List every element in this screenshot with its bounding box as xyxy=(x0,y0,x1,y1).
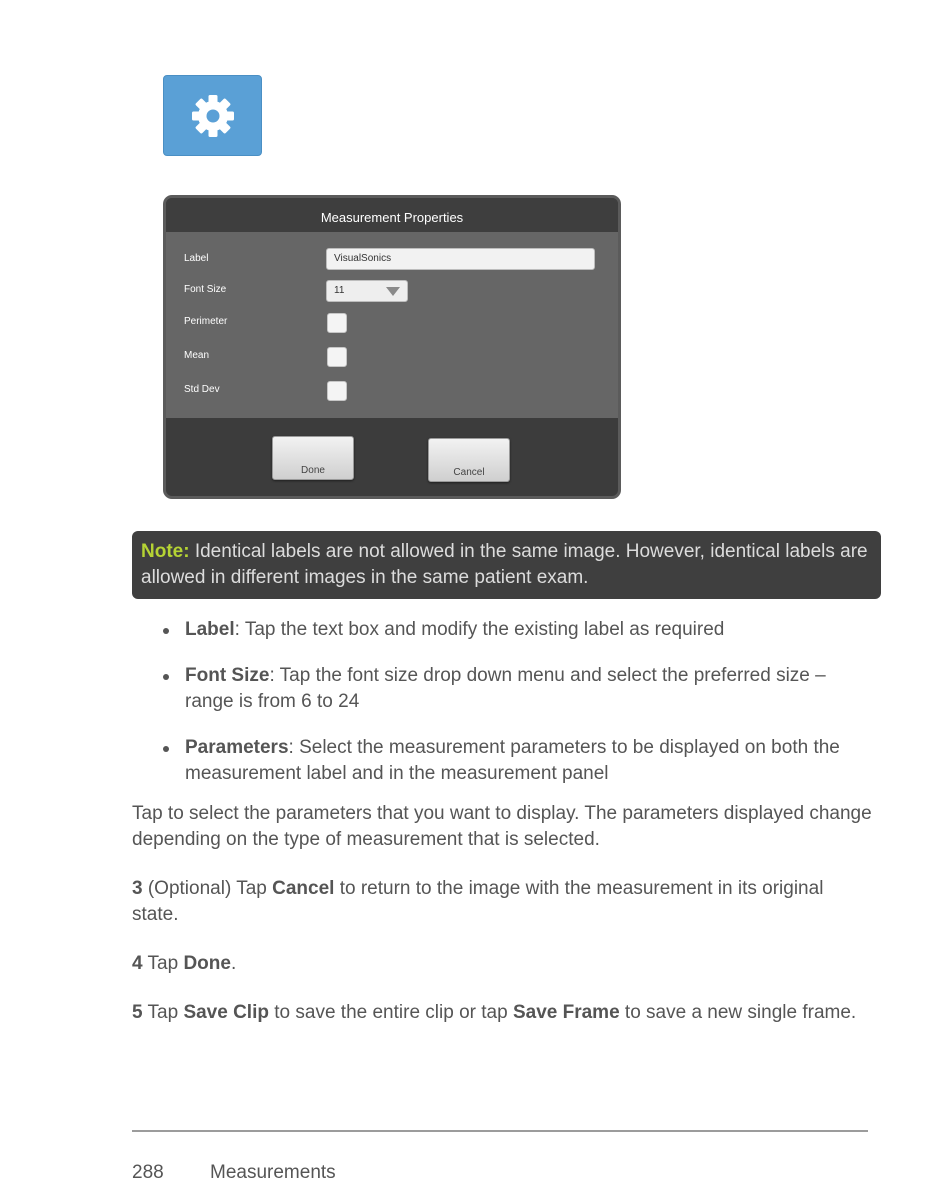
step-5: 5 Tap Save Clip to save the entire clip or tap Save Frame to save a new single frame. xyxy=(132,1002,857,1023)
body-paragraph: Tap to select the parameters that you want to display. The parameters displayed change depending on the type of measurement that is selected. xyxy=(132,803,872,850)
dropdown-arrow-icon xyxy=(386,287,400,296)
font-size-value: 11 xyxy=(334,285,345,296)
step-3: 3 (Optional) Tap Cancel to return to the image with the measurement in its original state. xyxy=(132,878,824,925)
bullet-term: Font Size xyxy=(185,665,270,686)
gear-icon xyxy=(190,93,236,139)
bullet-icon xyxy=(163,674,169,680)
note-label: Note: xyxy=(141,541,190,562)
bullet-text: : Select the measurement parameters to be displayed on both the measurement label and in the measurement panel xyxy=(185,737,840,784)
section-name: Measurements xyxy=(210,1162,336,1183)
mean-label: Mean xyxy=(184,350,210,361)
dialog-body xyxy=(166,232,618,418)
settings-button[interactable] xyxy=(163,75,262,156)
label-input[interactable]: VisualSonics xyxy=(326,248,595,270)
bullet-text: : Tap the text box and modify the existing label as required xyxy=(234,619,725,640)
measurement-properties-dialog xyxy=(163,195,621,499)
std-dev-checkbox[interactable] xyxy=(327,381,347,401)
dialog-title: Measurement Properties xyxy=(166,198,618,232)
note-text: Identical labels are not allowed in the same image. However, identical labels are allowed in different images in the same patient exam. xyxy=(141,541,868,588)
font-size-dropdown[interactable] xyxy=(326,280,408,302)
cancel-button[interactable]: Cancel xyxy=(428,438,510,482)
footer-divider xyxy=(132,1130,868,1132)
mean-checkbox[interactable] xyxy=(327,347,347,367)
done-button[interactable]: Done xyxy=(272,436,354,480)
bullet-text: : Tap the font size drop down menu and select the preferred size – range is from 6 to 24 xyxy=(185,665,826,712)
step-4: 4 Tap Done. xyxy=(132,953,237,974)
bullet-term: Parameters xyxy=(185,737,289,758)
std-dev-label: Std Dev xyxy=(184,384,220,395)
perimeter-label: Perimeter xyxy=(184,316,228,327)
bullet-term: Label xyxy=(185,619,235,640)
bullet-icon xyxy=(163,746,169,752)
perimeter-checkbox[interactable] xyxy=(327,313,347,333)
label-field-label: Label xyxy=(184,253,209,264)
bullet-icon xyxy=(163,628,169,634)
font-size-label: Font Size xyxy=(184,284,227,295)
page-number: 288 xyxy=(132,1162,164,1183)
note-box xyxy=(132,531,881,599)
